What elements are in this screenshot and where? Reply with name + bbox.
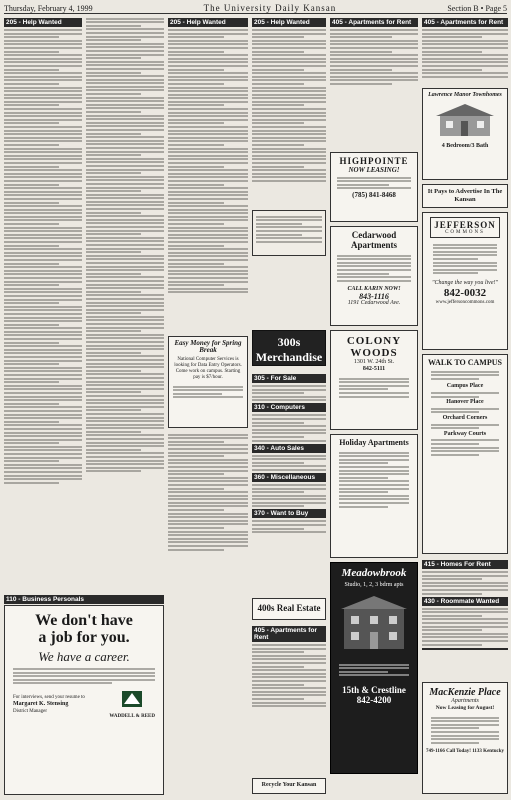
spring-break-body: National Computer Services is looking for Data Entry Operators. Come work on campus. Starting pay is $7/hour. <box>174 357 242 380</box>
ad-colony-woods <box>330 330 418 430</box>
jefferson-slogan: "Change the way you live!" <box>431 279 499 286</box>
mackenzie-phone: 749-1166 Call Today! 1133 Kentucky <box>425 749 505 755</box>
band-apartments-4 <box>422 648 508 650</box>
jefferson-sub: COMMONS <box>445 230 485 235</box>
header-section: Section B • Page 5 <box>447 3 507 13</box>
column-4-top <box>252 16 326 206</box>
cedarwood-call: CALL KARIN NOW! <box>347 286 401 293</box>
recycle-title: Recycle Your Kansan <box>261 782 317 788</box>
colony-title: COLONY WOODS <box>346 335 402 359</box>
ad-company: WADDELL & REED <box>109 713 155 719</box>
jefferson-title: JEFFERSON <box>434 220 496 230</box>
holiday-title: Holiday Apartments <box>339 438 409 447</box>
column-4-bottom <box>252 624 326 774</box>
ad-recruiter-line: For interviews, send your resume to <box>13 695 85 701</box>
masthead: The University Daily Kansan <box>203 3 337 13</box>
column-2 <box>86 16 164 601</box>
band-business-personals: 110 - Business Personals <box>4 595 164 604</box>
meadowbrook-cross: 15th & Crestline <box>342 684 406 695</box>
meadowbrook-sub: Studio, 1, 2, 3 bdrm apts <box>344 582 404 588</box>
walk-place-3: Orchard Corners <box>442 414 488 421</box>
column-6-lower <box>422 558 508 678</box>
ad-recruiter-name: Margaret K. Stensing <box>13 701 69 708</box>
ad-text-block <box>86 18 164 473</box>
ad-recruiter-title: District Manager <box>13 709 48 715</box>
page-header <box>4 3 507 14</box>
band-help-wanted-3: 205 - Help Wanted <box>252 18 326 27</box>
band-computers: 310 - Computers <box>252 403 326 412</box>
walk-title: WALK TO CAMPUS <box>428 358 502 367</box>
column-1 <box>4 16 82 601</box>
meadowbrook-phone: 842-4200 <box>356 694 392 705</box>
walk-place-1: Campus Place <box>446 383 484 390</box>
colony-phone: 842-5111 <box>362 366 386 372</box>
ad-cedarwood <box>330 226 418 326</box>
highpointe-line: NOW LEASING! <box>348 166 400 174</box>
ad-waddell-reed <box>4 605 164 795</box>
column-4-lower <box>252 372 326 592</box>
ad-holiday <box>330 434 418 558</box>
mackenzie-sub: Apartments <box>451 698 479 704</box>
ad-lawrence-manor <box>422 88 508 180</box>
band-auto-sales: 340 - Auto Sales <box>252 444 326 453</box>
ad-headline-3: We have a career. <box>38 649 130 664</box>
band-help-wanted-2: 205 - Help Wanted <box>168 18 248 27</box>
ad-text-block <box>4 29 82 484</box>
band-apartments-2: 405 - Apartments for Rent <box>330 18 418 27</box>
band-roommate-wanted: 430 - Roommate Wanted <box>422 597 508 606</box>
ad-real-estate <box>252 598 326 620</box>
ad-walk-to-campus <box>422 354 508 554</box>
mackenzie-title: MacKenzie Place <box>429 687 501 698</box>
ad-meadowbrook <box>330 562 418 774</box>
header-date: Thursday, February 4, 1999 <box>4 3 93 13</box>
cedarwood-address: 1191 Cedarwood Ave. <box>347 300 401 307</box>
band-apartments-3: 405 - Apartments for Rent <box>422 18 508 27</box>
ad-headline-2: a job for you. <box>38 629 130 646</box>
ad-spring-break <box>168 336 248 428</box>
kansan-ad-title: It Pays to Advertise In The Kansan <box>427 188 503 203</box>
band-apartments-1: 405 - Apartments for Rent <box>252 626 326 642</box>
ad-mackenzie <box>422 682 508 794</box>
jefferson-phone: 842-0032 <box>443 286 487 299</box>
ad-pays-to-advertise <box>422 184 508 208</box>
merchandise-title: 300s Merchandise <box>255 335 323 364</box>
band-for-sale: 305 - For Sale <box>252 374 326 383</box>
walk-place-2: Hanover Place <box>446 399 484 406</box>
lawrence-title: Lawrence Manor Townhomes <box>428 92 502 98</box>
ad-merchandise <box>252 330 326 366</box>
ad-highpointe <box>330 152 418 222</box>
townhome-illustration-icon <box>434 102 496 138</box>
column-5-top <box>330 16 418 166</box>
highpointe-title: HIGHPOINTE <box>339 156 409 166</box>
cedarwood-phone: 843-1116 <box>359 292 389 302</box>
meadowbrook-title: Meadowbrook <box>341 567 407 579</box>
band-homes-for-rent: 415 - Homes For Rent <box>422 560 508 569</box>
building-illustration-icon <box>339 594 409 654</box>
walk-place-4: Parkway Courts <box>443 430 487 437</box>
band-miscellaneous: 360 - Miscellaneous <box>252 473 326 482</box>
column-3-lower <box>168 432 248 590</box>
cedarwood-title: Cedarwood Apartments <box>351 230 397 250</box>
band-want-to-buy: 370 - Want to Buy <box>252 509 326 518</box>
mackenzie-line: Now Leasing for August! <box>435 705 495 711</box>
ad-fast-track <box>252 210 326 256</box>
spring-break-title: Easy Money for Spring Break <box>174 339 242 354</box>
band-help-wanted-1: 205 - Help Wanted <box>4 18 82 27</box>
column-3-top <box>168 16 248 336</box>
ad-headline-1: We don't have <box>35 612 133 629</box>
ad-recycle <box>252 778 326 794</box>
highpointe-phone: (785) 841-8468 <box>352 190 396 199</box>
waddell-reed-logo-icon <box>121 690 143 708</box>
jefferson-url: www.jeffersoncommons.com <box>435 299 495 305</box>
real-estate-title: 400s Real Estate <box>257 603 321 613</box>
colony-address: 1301 W. 24th St. <box>353 359 395 365</box>
lawrence-line: 4 Bedroom/3 Bath <box>441 143 489 149</box>
ad-jefferson <box>422 212 508 350</box>
